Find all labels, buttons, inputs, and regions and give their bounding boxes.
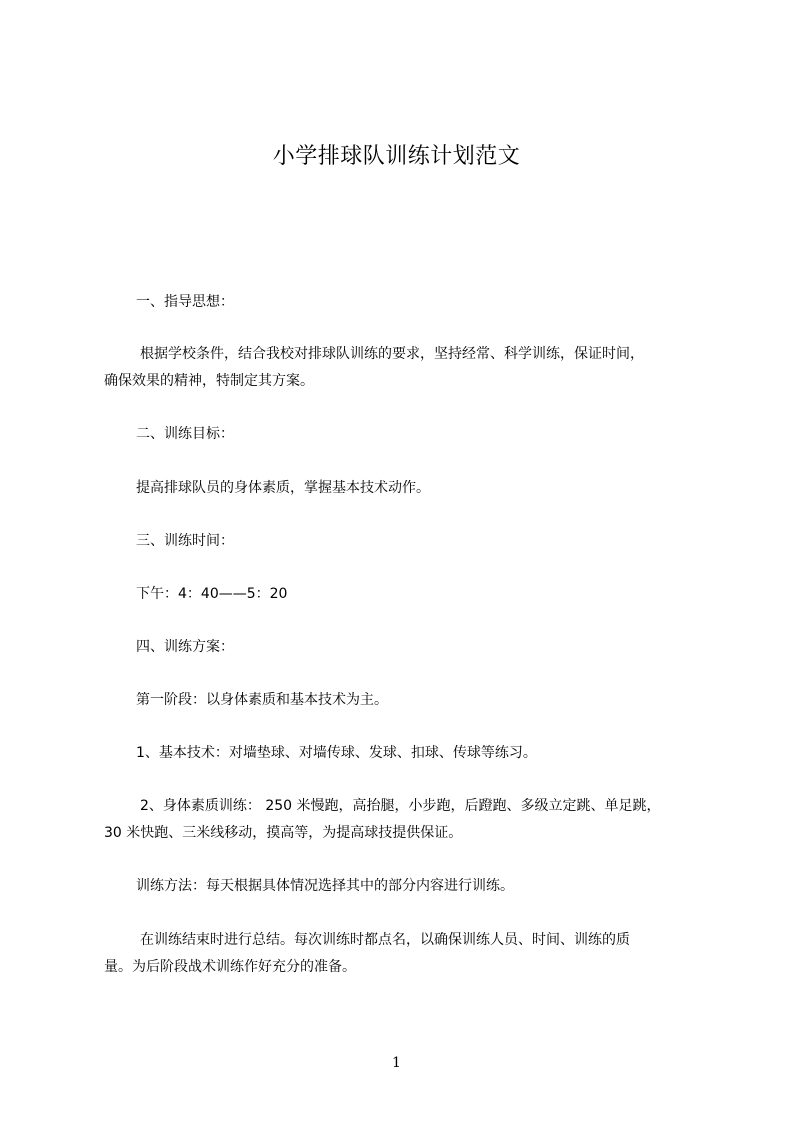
section-3-heading: 三、训练时间： bbox=[136, 533, 234, 549]
stage-1-text: 第一阶段：以身体素质和基本技术为主。 bbox=[136, 692, 388, 708]
section-1-body-line-2: 确保效果的精神，特制定其方案。 bbox=[104, 373, 314, 389]
item-2-fitness-line-1: 2、身体素质训练： 250 米慢跑，高抬腿，小步跑，后蹬跑、多级立定跳、单足跳， bbox=[140, 798, 661, 814]
section-2-body: 提高排球队员的身体素质，掌握基本技术动作。 bbox=[136, 480, 430, 496]
training-method: 训练方法：每天根据具体情况选择其中的部分内容进行训练。 bbox=[136, 878, 514, 894]
section-4-heading: 四、训练方案： bbox=[136, 639, 234, 655]
summary-line-1: 在训练结束时进行总结。每次训练时都点名，以确保训练人员、时间、训练的质 bbox=[140, 932, 630, 948]
item-2-fitness-line-2: 30 米快跑、三米线移动，摸高等，为提高球技提供保证。 bbox=[104, 825, 463, 841]
section-1-heading: 一、指导思想： bbox=[136, 294, 234, 310]
document-title: 小学排球队训练计划范文 bbox=[272, 144, 521, 169]
section-2-heading: 二、训练目标： bbox=[136, 426, 234, 442]
section-1-body-line-1: 根据学校条件，结合我校对排球队训练的要求，坚持经常、科学训练，保证时间， bbox=[140, 346, 644, 362]
page-number: 1 bbox=[392, 1055, 401, 1071]
item-1-basic-skills: 1、基本技术：对墙垫球、对墙传球、发球、扣球、传球等练习。 bbox=[136, 745, 537, 761]
summary-line-2: 量。为后阶段战术训练作好充分的准备。 bbox=[104, 959, 356, 975]
section-3-body: 下午：4：40——5：20 bbox=[136, 586, 288, 602]
